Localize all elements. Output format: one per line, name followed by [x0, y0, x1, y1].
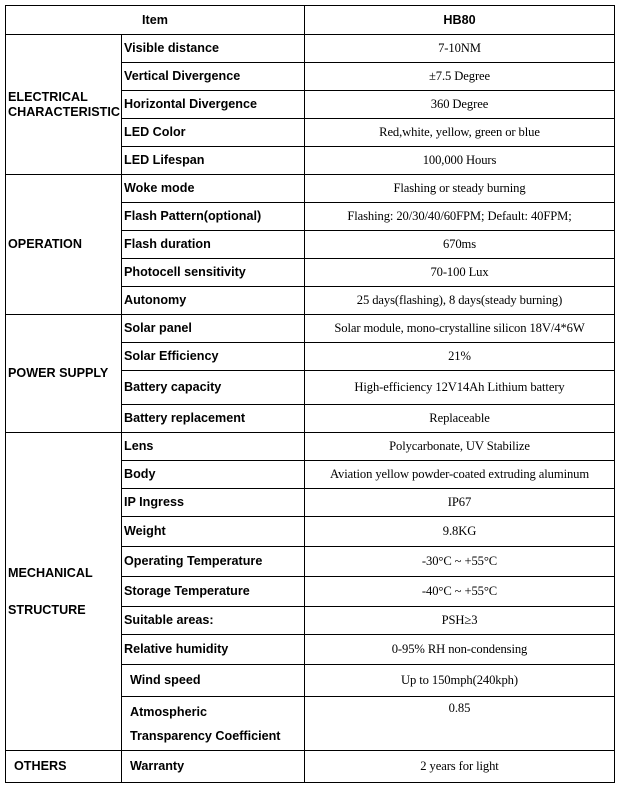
header-item: Item	[6, 6, 305, 35]
row-label: Operating Temperature	[122, 547, 305, 577]
row-value: 2 years for light	[305, 751, 615, 783]
row-value: Flashing: 20/30/40/60FPM; Default: 40FPM;	[305, 203, 615, 231]
row-value: 21%	[305, 343, 615, 371]
category-mechanical	[6, 433, 122, 751]
row-label: Weight	[122, 517, 305, 547]
category-others: OTHERS	[6, 751, 122, 783]
row-label: Battery capacity	[122, 371, 305, 405]
category-operation: OPERATION	[6, 175, 122, 315]
row-value: 0-95% RH non-condensing	[305, 635, 615, 665]
row-label: Solar Efficiency	[122, 343, 305, 371]
row-label: Autonomy	[122, 287, 305, 315]
row-label: LED Color	[122, 119, 305, 147]
row-label: Body	[122, 461, 305, 489]
row-label: Battery replacement	[122, 405, 305, 433]
row-label: IP Ingress	[122, 489, 305, 517]
row-value: Solar module, mono-crystalline silicon 18V/4*6W	[305, 315, 615, 343]
row-value: 360 Degree	[305, 91, 615, 119]
header-model: HB80	[305, 6, 615, 35]
row-value: 25 days(flashing), 8 days(steady burning)	[305, 287, 615, 315]
row-label-line: Transparency Coefficient	[130, 728, 281, 743]
row-value: PSH≥3	[305, 607, 615, 635]
row-label: Solar panel	[122, 315, 305, 343]
table-row	[6, 315, 615, 343]
category-line: CHARACTERISTIC	[8, 104, 120, 119]
row-label: Flash Pattern(optional)	[122, 203, 305, 231]
row-label: Storage Temperature	[122, 577, 305, 607]
row-label-multiline	[122, 697, 305, 751]
row-value: Flashing or steady burning	[305, 175, 615, 203]
row-value: Polycarbonate, UV Stabilize	[305, 433, 615, 461]
row-value: Red,white, yellow, green or blue	[305, 119, 615, 147]
category-line: ELECTRICAL	[8, 90, 88, 105]
row-value: Replaceable	[305, 405, 615, 433]
row-label: Flash duration	[122, 231, 305, 259]
category-line: STRUCTURE	[8, 602, 86, 617]
table-header-row	[6, 6, 615, 35]
table-row	[6, 175, 615, 203]
row-label: LED Lifespan	[122, 147, 305, 175]
row-label: Suitable areas:	[122, 607, 305, 635]
row-value: 0.85	[305, 697, 615, 751]
row-label: Vertical Divergence	[122, 63, 305, 91]
row-value: 100,000 Hours	[305, 147, 615, 175]
table-row	[6, 35, 615, 63]
row-value: Aviation yellow powder-coated extruding aluminum	[305, 461, 615, 489]
row-value: -40°C ~ +55°C	[305, 577, 615, 607]
category-electrical	[6, 35, 122, 175]
row-value: IP67	[305, 489, 615, 517]
row-value: High-efficiency 12V14Ah Lithium battery	[305, 371, 615, 405]
row-label: Photocell sensitivity	[122, 259, 305, 287]
row-value: Up to 150mph(240kph)	[305, 665, 615, 697]
row-label: Warranty	[122, 751, 305, 783]
table-row	[6, 433, 615, 461]
row-label: Visible distance	[122, 35, 305, 63]
row-label: Lens	[122, 433, 305, 461]
row-value: 7-10NM	[305, 35, 615, 63]
row-label: Relative humidity	[122, 635, 305, 665]
row-value: -30°C ~ +55°C	[305, 547, 615, 577]
row-value: 9.8KG	[305, 517, 615, 547]
row-label: Woke mode	[122, 175, 305, 203]
category-power-supply: POWER SUPPLY	[6, 315, 122, 433]
row-label: Horizontal Divergence	[122, 91, 305, 119]
row-value: ±7.5 Degree	[305, 63, 615, 91]
row-value: 670ms	[305, 231, 615, 259]
spec-table	[5, 5, 615, 783]
category-line: MECHANICAL	[8, 566, 93, 581]
row-label-line: Atmospheric	[130, 704, 207, 719]
row-label: Wind speed	[122, 665, 305, 697]
table-row	[6, 751, 615, 783]
row-value: 70-100 Lux	[305, 259, 615, 287]
